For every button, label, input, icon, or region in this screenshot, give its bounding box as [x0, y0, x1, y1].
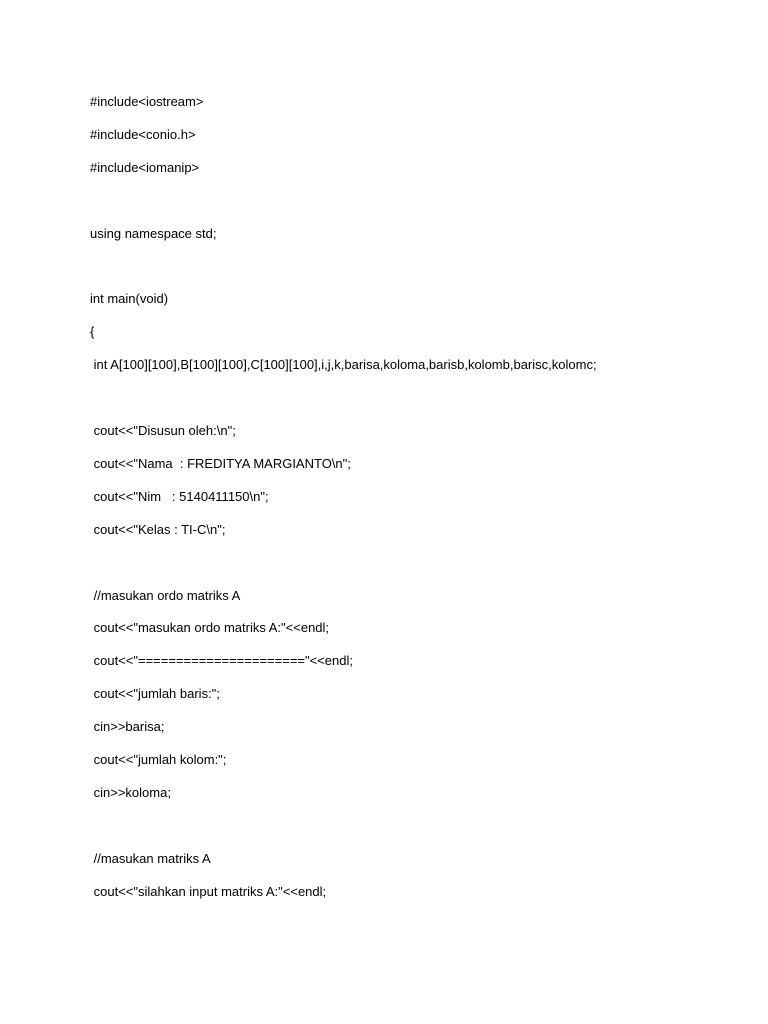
code-line: cin>>koloma;	[90, 785, 171, 800]
code-line: int main(void)	[90, 291, 169, 306]
code-line: int A[100][100],B[100][100],C[100][100],i,j,k,barisa,koloma,barisb,kolomb,barisc,kolomc;	[90, 357, 597, 372]
code-line: cout<<"Nim : 5140411150\n";	[90, 489, 269, 504]
code-line: //masukan matriks A	[90, 851, 211, 866]
code-line: cout<<"silahkan input matriks A:"<<endl;	[90, 884, 327, 899]
code-line: {	[90, 324, 95, 339]
code-line: //masukan ordo matriks A	[90, 588, 241, 603]
code-line: cout<<"masukan ordo matriks A:"<<endl;	[90, 620, 330, 635]
code-line: #include<iostream>	[90, 94, 204, 109]
code-line: #include<iomanip>	[90, 160, 200, 175]
code-line: cout<<"jumlah kolom:";	[90, 752, 227, 767]
code-line: #include<conio.h>	[90, 127, 196, 142]
code-line: cout<<"Nama : FREDITYA MARGIANTO\n";	[90, 456, 351, 471]
code-line: cout<<"Disusun oleh:\n";	[90, 423, 236, 438]
code-line: cout<<"Kelas : TI-C\n";	[90, 522, 226, 537]
code-line: using namespace std;	[90, 226, 217, 241]
code-line: cout<<"jumlah baris:";	[90, 686, 220, 701]
code-line: cout<<"======================"<<endl;	[90, 653, 353, 668]
code-line: cin>>barisa;	[90, 719, 165, 734]
